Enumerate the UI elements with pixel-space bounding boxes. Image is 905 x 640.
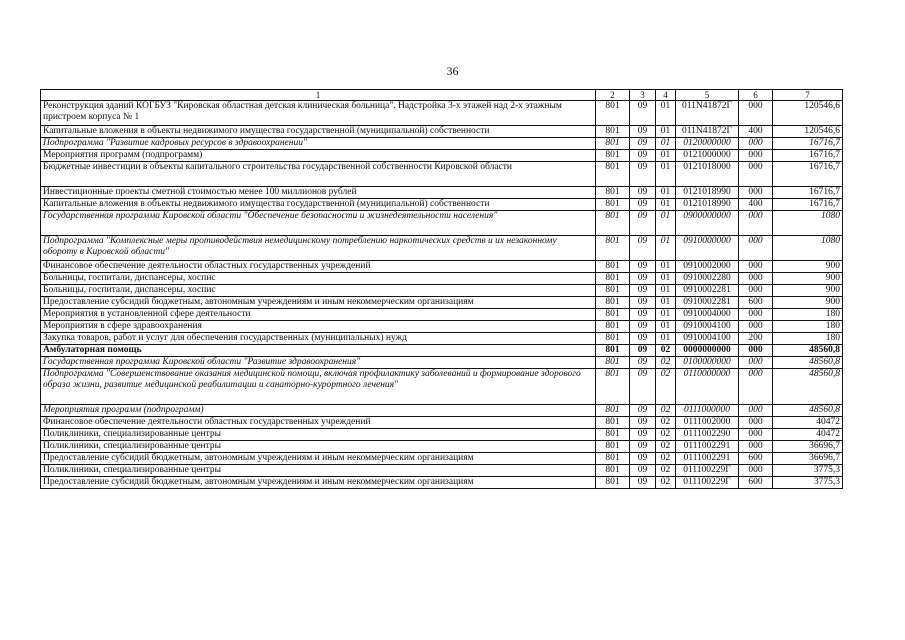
row-subsection-cell: 02 [656, 405, 676, 417]
row-name-cell: Бюджетные инвестиции в объекты капитального строительства государственной собственности Кировской области [41, 162, 596, 187]
row-name-cell: Предоставление субсидий бюджетным, автономным учреждениям и иным некоммерческим организациям [41, 477, 596, 489]
row-amount-cell: 900 [773, 297, 843, 309]
row-expense-type-cell: 000 [739, 273, 773, 285]
row-name-cell: Финансовое обеспечение деятельности областных государственных учреждений [41, 417, 596, 429]
row-code-cell: 801 [596, 273, 630, 285]
row-target-code-cell: 0111002000 [676, 417, 739, 429]
row-amount-cell: 36696,7 [773, 441, 843, 453]
row-subsection-cell: 02 [656, 453, 676, 465]
table-row [41, 150, 843, 162]
row-section-cell: 09 [630, 138, 656, 150]
row-subsection-cell: 02 [656, 429, 676, 441]
row-subsection-cell: 01 [656, 162, 676, 187]
row-name-cell: Закупка товаров, работ и услуг для обеспечения государственных (муниципальных) нужд [41, 333, 596, 345]
row-section-cell: 09 [630, 236, 656, 261]
row-amount-cell: 120546,6 [773, 126, 843, 138]
row-expense-type-cell: 000 [739, 150, 773, 162]
row-section-cell: 09 [630, 441, 656, 453]
row-expense-type-cell: 600 [739, 453, 773, 465]
row-section-cell: 09 [630, 357, 656, 369]
row-code-cell: 801 [596, 369, 630, 405]
row-target-code-cell: 0910002280 [676, 273, 739, 285]
row-subsection-cell: 01 [656, 309, 676, 321]
row-section-cell: 09 [630, 101, 656, 126]
row-subsection-cell: 01 [656, 285, 676, 297]
row-expense-type-cell: 600 [739, 297, 773, 309]
column-header: 7 [773, 90, 843, 101]
table-row [41, 357, 843, 369]
row-section-cell: 09 [630, 309, 656, 321]
row-target-code-cell: 011100229Г [676, 465, 739, 477]
table-row [41, 453, 843, 465]
row-name-cell: Поликлиники, специализированные центры [41, 441, 596, 453]
row-amount-cell: 16716,7 [773, 162, 843, 187]
row-amount-cell: 180 [773, 333, 843, 345]
row-subsection-cell: 01 [656, 297, 676, 309]
table-row [41, 465, 843, 477]
row-section-cell: 09 [630, 429, 656, 441]
row-expense-type-cell: 000 [739, 211, 773, 236]
row-target-code-cell: 0910002281 [676, 285, 739, 297]
row-expense-type-cell: 000 [739, 162, 773, 187]
row-subsection-cell: 01 [656, 126, 676, 138]
row-name-cell: Амбулаторная помощь [41, 345, 596, 357]
row-section-cell: 09 [630, 345, 656, 357]
row-section-cell: 09 [630, 199, 656, 211]
row-target-code-cell: 0910002281 [676, 297, 739, 309]
row-expense-type-cell: 000 [739, 187, 773, 199]
row-expense-type-cell: 000 [739, 285, 773, 297]
row-subsection-cell: 02 [656, 477, 676, 489]
table-row [41, 199, 843, 211]
row-amount-cell: 3775,3 [773, 465, 843, 477]
row-name-cell: Больницы, госпитали, диспансеры, хоспис [41, 273, 596, 285]
row-section-cell: 09 [630, 321, 656, 333]
row-target-code-cell: 0121018990 [676, 187, 739, 199]
row-amount-cell: 1080 [773, 211, 843, 236]
row-target-code-cell: 0910004100 [676, 333, 739, 345]
row-target-code-cell: 0121018990 [676, 199, 739, 211]
row-subsection-cell: 02 [656, 345, 676, 357]
table-row [41, 429, 843, 441]
row-section-cell: 09 [630, 369, 656, 405]
column-header: 3 [630, 90, 656, 101]
table-row [41, 211, 843, 236]
row-subsection-cell: 01 [656, 321, 676, 333]
row-amount-cell: 16716,7 [773, 150, 843, 162]
row-expense-type-cell: 000 [739, 405, 773, 417]
row-code-cell: 801 [596, 429, 630, 441]
row-target-code-cell: 0121000000 [676, 150, 739, 162]
row-name-cell: Предоставление субсидий бюджетным, автономным учреждениям и иным некоммерческим организациям [41, 297, 596, 309]
row-code-cell: 801 [596, 477, 630, 489]
row-amount-cell: 1080 [773, 236, 843, 261]
row-name-cell: Поликлиники, специализированные центры [41, 465, 596, 477]
row-expense-type-cell: 400 [739, 126, 773, 138]
row-code-cell: 801 [596, 333, 630, 345]
row-section-cell: 09 [630, 261, 656, 273]
table-row [41, 321, 843, 333]
row-subsection-cell: 01 [656, 236, 676, 261]
row-subsection-cell: 02 [656, 441, 676, 453]
row-code-cell: 801 [596, 150, 630, 162]
row-name-cell: Подпрограмма "Развитие кадровых ресурсов в здравоохранении" [41, 138, 596, 150]
row-subsection-cell: 02 [656, 357, 676, 369]
row-target-code-cell: 0910002000 [676, 261, 739, 273]
row-code-cell: 801 [596, 441, 630, 453]
row-section-cell: 09 [630, 465, 656, 477]
table-header-row [41, 90, 843, 101]
row-section-cell: 09 [630, 297, 656, 309]
row-subsection-cell: 02 [656, 465, 676, 477]
row-amount-cell: 16716,7 [773, 199, 843, 211]
table-row [41, 101, 843, 126]
row-subsection-cell: 01 [656, 211, 676, 236]
row-section-cell: 09 [630, 333, 656, 345]
row-section-cell: 09 [630, 126, 656, 138]
row-expense-type-cell: 000 [739, 261, 773, 273]
table-row [41, 261, 843, 273]
row-code-cell: 801 [596, 405, 630, 417]
row-target-code-cell: 011100229Г [676, 477, 739, 489]
row-code-cell: 801 [596, 261, 630, 273]
row-expense-type-cell: 000 [739, 236, 773, 261]
row-code-cell: 801 [596, 453, 630, 465]
row-expense-type-cell: 000 [739, 138, 773, 150]
row-section-cell: 09 [630, 162, 656, 187]
row-code-cell: 801 [596, 345, 630, 357]
row-target-code-cell: 0110000000 [676, 369, 739, 405]
page-number: 36 [446, 64, 459, 78]
row-name-cell: Реконструкция зданий КОГБУЗ "Кировская областная детская клиническая больница". Надстройка 3-х этажей над 2-х этажным пристроем корпуса № 1 [41, 101, 596, 126]
column-header: 6 [739, 90, 773, 101]
table-row [41, 162, 843, 187]
row-code-cell: 801 [596, 309, 630, 321]
row-expense-type-cell: 000 [739, 101, 773, 126]
row-subsection-cell: 01 [656, 101, 676, 126]
row-subsection-cell: 02 [656, 417, 676, 429]
row-target-code-cell: 0910004100 [676, 321, 739, 333]
column-header: 1 [41, 90, 596, 101]
row-code-cell: 801 [596, 187, 630, 199]
row-code-cell: 801 [596, 417, 630, 429]
row-section-cell: 09 [630, 187, 656, 199]
row-section-cell: 09 [630, 453, 656, 465]
row-name-cell: Государственная программа Кировской области "Обеспечение безопасности и жизнедеятельности населения" [41, 211, 596, 236]
table-row [41, 273, 843, 285]
row-expense-type-cell: 000 [739, 429, 773, 441]
row-amount-cell: 16716,7 [773, 138, 843, 150]
row-amount-cell: 180 [773, 321, 843, 333]
row-expense-type-cell: 000 [739, 357, 773, 369]
row-name-cell: Государственная программа Кировской области "Развитие здравоохранения" [41, 357, 596, 369]
row-name-cell: Мероприятия в установленной сфере деятельности [41, 309, 596, 321]
row-target-code-cell: 0910004000 [676, 309, 739, 321]
row-subsection-cell: 01 [656, 199, 676, 211]
row-target-code-cell: 0000000000 [676, 345, 739, 357]
row-amount-cell: 900 [773, 273, 843, 285]
row-expense-type-cell: 400 [739, 199, 773, 211]
row-amount-cell: 48560,8 [773, 357, 843, 369]
row-target-code-cell: 0900000000 [676, 211, 739, 236]
row-expense-type-cell: 000 [739, 417, 773, 429]
row-subsection-cell: 01 [656, 261, 676, 273]
row-code-cell: 801 [596, 297, 630, 309]
row-amount-cell: 48560,8 [773, 405, 843, 417]
row-expense-type-cell: 600 [739, 477, 773, 489]
table-row [41, 369, 843, 405]
row-expense-type-cell: 000 [739, 441, 773, 453]
table-row [41, 297, 843, 309]
table-row [41, 345, 843, 357]
row-amount-cell: 48560,8 [773, 345, 843, 357]
row-target-code-cell: 0111002291 [676, 453, 739, 465]
row-target-code-cell: 0111002290 [676, 429, 739, 441]
row-name-cell: Мероприятия в сфере здравоохранения [41, 321, 596, 333]
table-row [41, 236, 843, 261]
row-amount-cell: 900 [773, 261, 843, 273]
row-target-code-cell: 0121018000 [676, 162, 739, 187]
row-code-cell: 801 [596, 285, 630, 297]
row-expense-type-cell: 200 [739, 333, 773, 345]
row-subsection-cell: 01 [656, 150, 676, 162]
row-target-code-cell: 011N41872Г [676, 101, 739, 126]
row-section-cell: 09 [630, 417, 656, 429]
row-name-cell: Подпрограмма "Совершенствование оказания медицинской помощи, включая профилактику заболеваний и формирование здорового образа жизни, развитие медицинской реабилитации и санаторно-курортного лечения" [41, 369, 596, 405]
row-target-code-cell: 0111002291 [676, 441, 739, 453]
table-row [41, 138, 843, 150]
row-code-cell: 801 [596, 357, 630, 369]
column-header: 5 [676, 90, 739, 101]
row-section-cell: 09 [630, 273, 656, 285]
table-row [41, 285, 843, 297]
row-target-code-cell: 0910000000 [676, 236, 739, 261]
row-expense-type-cell: 000 [739, 369, 773, 405]
table-row [41, 126, 843, 138]
row-subsection-cell: 01 [656, 138, 676, 150]
table-row [41, 333, 843, 345]
column-header: 2 [596, 90, 630, 101]
row-name-cell: Мероприятия программ (подпрограмм) [41, 405, 596, 417]
row-name-cell: Поликлиники, специализированные центры [41, 429, 596, 441]
row-amount-cell: 900 [773, 285, 843, 297]
row-code-cell: 801 [596, 321, 630, 333]
table-row [41, 477, 843, 489]
row-name-cell: Капитальные вложения в объекты недвижимого имущества государственной (муниципальной) собственности [41, 126, 596, 138]
row-name-cell: Инвестиционные проекты сметной стоимостью менее 100 миллионов рублей [41, 187, 596, 199]
row-subsection-cell: 01 [656, 333, 676, 345]
row-code-cell: 801 [596, 211, 630, 236]
table-row [41, 187, 843, 199]
row-amount-cell: 3775,3 [773, 477, 843, 489]
row-amount-cell: 180 [773, 309, 843, 321]
row-name-cell: Предоставление субсидий бюджетным, автономным учреждениям и иным некоммерческим организациям [41, 453, 596, 465]
row-target-code-cell: 0120000000 [676, 138, 739, 150]
table-row [41, 309, 843, 321]
row-code-cell: 801 [596, 126, 630, 138]
row-name-cell: Мероприятия программ (подпрограмм) [41, 150, 596, 162]
row-subsection-cell: 01 [656, 187, 676, 199]
row-code-cell: 801 [596, 101, 630, 126]
table-row [41, 417, 843, 429]
row-code-cell: 801 [596, 199, 630, 211]
row-name-cell: Капитальные вложения в объекты недвижимого имущества государственной (муниципальной) собственности [41, 199, 596, 211]
row-code-cell: 801 [596, 138, 630, 150]
row-section-cell: 09 [630, 211, 656, 236]
row-subsection-cell: 01 [656, 273, 676, 285]
budget-table [40, 89, 843, 489]
row-target-code-cell: 011N41872Г [676, 126, 739, 138]
row-section-cell: 09 [630, 477, 656, 489]
row-amount-cell: 36696,7 [773, 453, 843, 465]
row-code-cell: 801 [596, 236, 630, 261]
row-section-cell: 09 [630, 405, 656, 417]
row-expense-type-cell: 000 [739, 321, 773, 333]
table-row [41, 441, 843, 453]
row-expense-type-cell: 000 [739, 465, 773, 477]
row-code-cell: 801 [596, 465, 630, 477]
row-amount-cell: 120546,6 [773, 101, 843, 126]
row-amount-cell: 48560,8 [773, 369, 843, 405]
table-row [41, 405, 843, 417]
row-target-code-cell: 0111000000 [676, 405, 739, 417]
row-expense-type-cell: 000 [739, 309, 773, 321]
row-amount-cell: 40472 [773, 429, 843, 441]
row-expense-type-cell: 000 [739, 345, 773, 357]
row-name-cell: Подпрограмма "Комплексные меры противодействия немедицинскому потреблению наркотических средств и их незаконному обороту в Кировской области" [41, 236, 596, 261]
column-header: 4 [656, 90, 676, 101]
row-section-cell: 09 [630, 150, 656, 162]
row-subsection-cell: 02 [656, 369, 676, 405]
row-target-code-cell: 0100000000 [676, 357, 739, 369]
row-section-cell: 09 [630, 285, 656, 297]
row-name-cell: Больницы, госпитали, диспансеры, хоспис [41, 285, 596, 297]
row-amount-cell: 16716,7 [773, 187, 843, 199]
row-code-cell: 801 [596, 162, 630, 187]
row-amount-cell: 40472 [773, 417, 843, 429]
row-name-cell: Финансовое обеспечение деятельности областных государственных учреждений [41, 261, 596, 273]
